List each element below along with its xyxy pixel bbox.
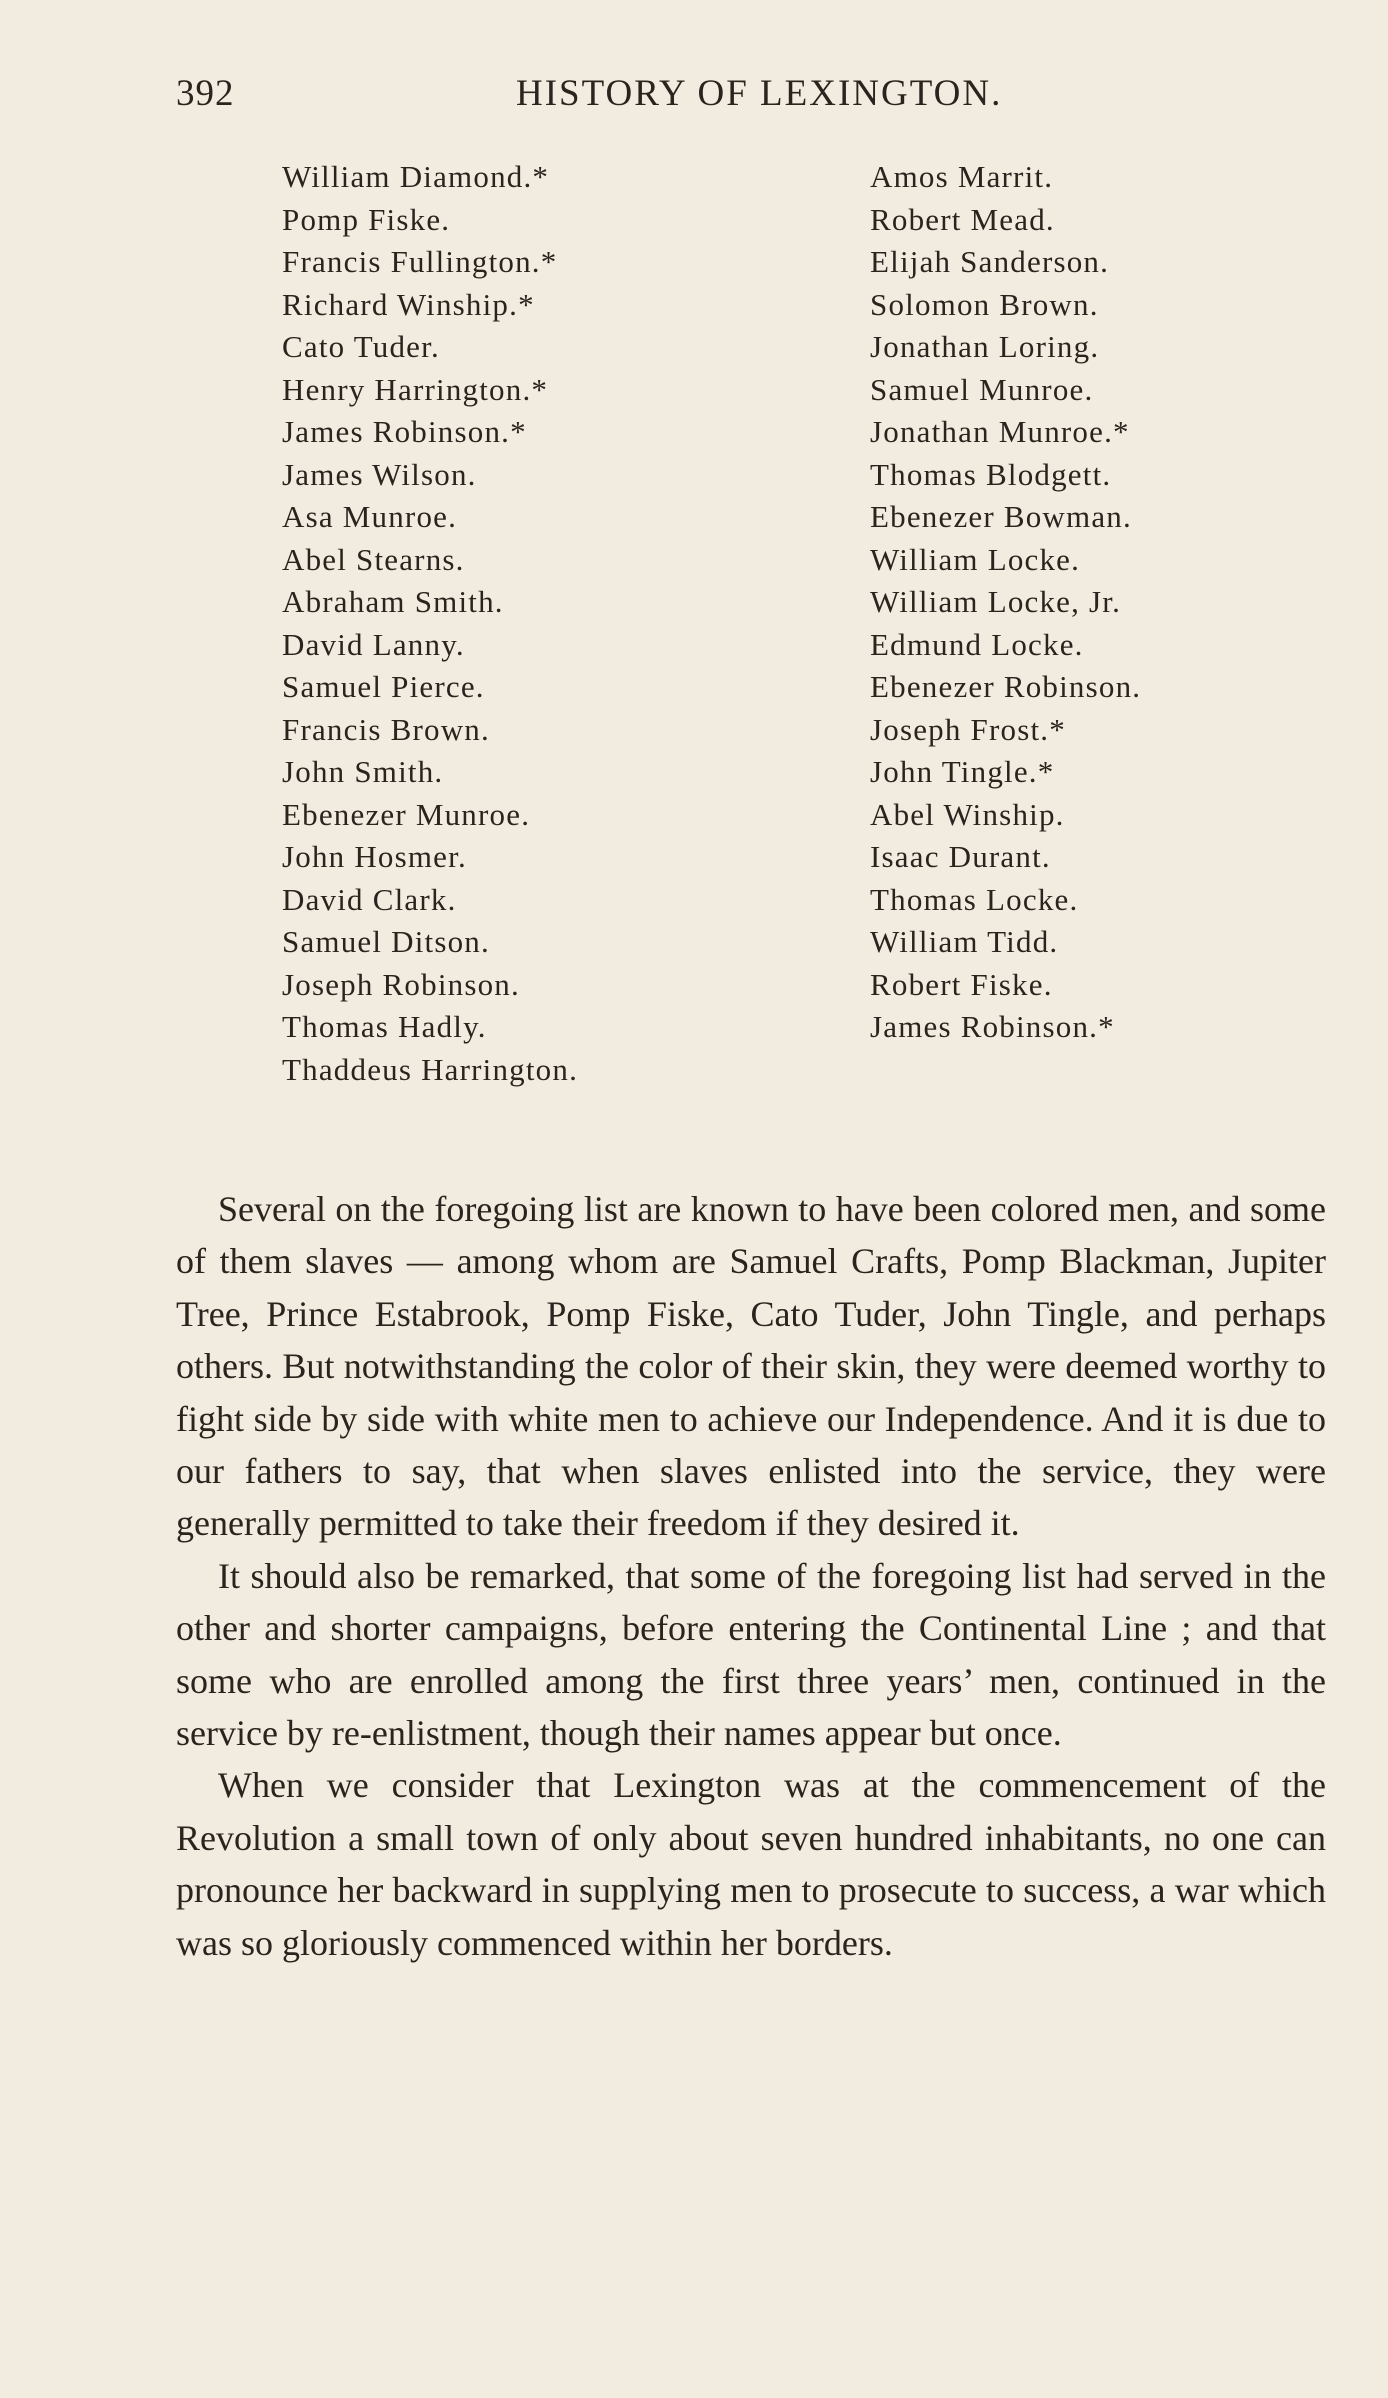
name-entry: William Locke. [870,541,1081,577]
name-entry: Thomas Blodgett. [870,456,1112,492]
names-column-left [282,156,802,1091]
name-entry: David Lanny. [282,626,465,662]
name-entry: Samuel Munroe. [870,371,1094,407]
name-entry: Thomas Hadly. [282,1009,487,1044]
name-entry: Isaac Durant. [870,839,1051,874]
name-entry: Ebenezer Munroe. [282,796,531,832]
name-entry: James Wilson. [282,456,477,492]
body-text [176,1183,1326,1969]
running-head: HISTORY OF LEXINGTON. [516,73,1003,114]
name-entry: Elijah Sanderson. [870,244,1110,279]
name-entry: James Robinson.* [870,1009,1115,1044]
name-entry: Henry Harrington.* [282,371,549,407]
name-entry: Robert Fiske. [870,966,1053,1002]
name-entry: Robert Mead. [870,201,1055,237]
name-entry: William Diamond.* [282,159,550,194]
name-entry: Francis Fullington.* [282,244,558,279]
name-entry: Asa Munroe. [282,499,458,534]
name-entry: Joseph Frost.* [870,711,1066,747]
name-entry: John Hosmer. [282,839,467,874]
name-entry: Thaddeus Harrington. [282,1051,579,1087]
paragraph: It should also be remarked, that some of the foregoing list had served in the other and shorter campaigns, before entering the Continental Line ; and that some who are enrolled among the first three years’ men, continued in the service by re-enlistment, though their names appear but once. [176,1555,1326,1754]
name-entry: William Locke, Jr. [870,584,1122,619]
name-entry: Amos Marrit. [870,159,1054,194]
name-entry: Solomon Brown. [870,286,1099,322]
name-entry: Cato Tuder. [282,329,440,364]
name-entry: Jonathan Munroe.* [870,414,1130,449]
name-entry: William Tidd. [870,924,1059,959]
name-entry: Thomas Locke. [870,881,1079,917]
name-entry: Samuel Ditson. [282,924,490,959]
name-entry: Abel Stearns. [282,541,465,577]
name-entry: Ebenezer Robinson. [870,669,1142,704]
name-entry: Abraham Smith. [282,584,504,619]
name-entry: Pomp Fiske. [282,201,451,237]
name-entry: Ebenezer Bowman. [870,499,1132,534]
name-entry: Jonathan Loring. [870,329,1100,364]
name-entry: Samuel Pierce. [282,669,485,704]
name-entry: John Tingle.* [870,754,1055,789]
name-entry: Richard Winship.* [282,286,535,322]
paragraph: When we consider that Lexington was at the commencement of the Revolution a small town of only about seven hundred inhabitants, no one can pronounce her backward in supplying men to prosecute to success, a war which was so gloriously commenced within her borders. [176,1765,1326,1963]
name-entry: Abel Winship. [870,796,1065,832]
names-column-right [870,156,1310,1049]
paragraph: Several on the foregoing list are known to have been colored men, and some of them slaves — among whom are Samuel Crafts, Pomp Blackman, Jupiter Tree, Prince Estabrook, Pomp Fiske, Cato Tuder, John Tingle, and perhaps others. But notwithstanding the color of their skin, they were deemed worthy to fight side by side with white men to achieve our Independence. And it is due to our fathers to say, that when slaves enlisted into the service, they were generally permitted to take their freedom if they desired it. [176,1189,1326,1544]
name-entry: Joseph Robinson. [282,966,520,1002]
name-entry: Edmund Locke. [870,626,1084,662]
page-number: 392 [176,73,235,114]
name-entry: John Smith. [282,754,444,789]
page-header [176,72,1326,122]
name-entry: Francis Brown. [282,711,490,747]
name-entry: David Clark. [282,881,457,917]
name-entry: James Robinson.* [282,414,527,449]
